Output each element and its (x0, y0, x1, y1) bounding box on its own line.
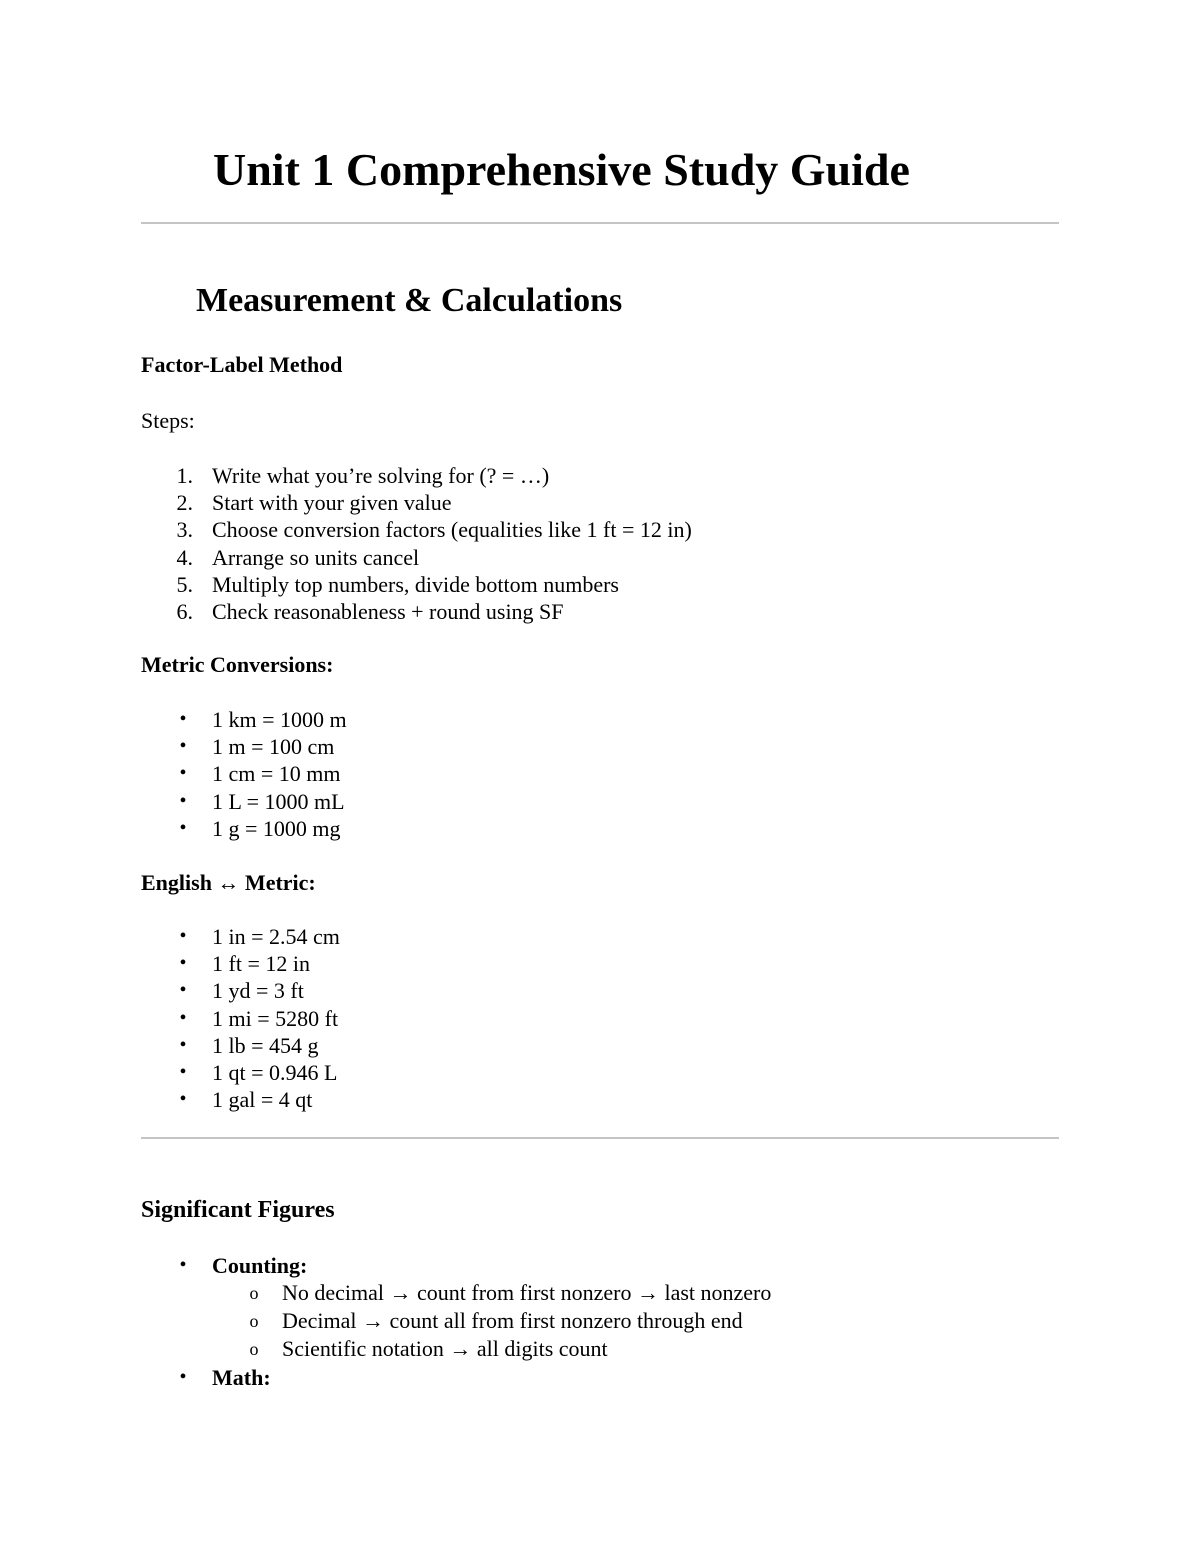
conversion-text: 1 mi = 5280 ft (212, 1005, 339, 1031)
rule-text: Scientific notation → all digits count (282, 1336, 608, 1361)
conversion-text: 1 g = 1000 mg (212, 815, 341, 841)
step-number: 3. (176, 517, 193, 543)
step-text: Check reasonableness + round using SF (212, 598, 564, 624)
document-title: Unit 1 Comprehensive Study Guide (213, 144, 910, 195)
step-number: 4. (176, 544, 193, 570)
conversion-text: 1 cm = 10 mm (212, 761, 341, 787)
factor-label-heading: Factor-Label Method (141, 352, 343, 377)
bullet-icon: • (179, 925, 187, 947)
circle-bullet-icon: o (249, 1339, 259, 1359)
conversion-text: 1 yd = 3 ft (212, 978, 304, 1004)
bullet-icon: • (179, 735, 187, 758)
step-text: Multiply top numbers, divide bottom numbers (212, 571, 619, 597)
step-number: 6. (176, 598, 193, 624)
step-number: 1. (176, 463, 193, 488)
section-heading: Measurement & Calculations (196, 282, 623, 319)
conversion-text: 1 km = 1000 m (212, 707, 347, 732)
significant-figures-heading: Significant Figures (141, 1197, 335, 1223)
step-text: Start with your given value (212, 490, 452, 516)
conversion-text: 1 in = 2.54 cm (212, 924, 340, 949)
horizontal-rule (141, 1137, 1059, 1139)
step-text: Arrange so units cancel (212, 544, 420, 570)
circle-bullet-icon: o (249, 1283, 259, 1303)
bullet-icon: • (179, 789, 187, 812)
bullet-icon: • (179, 979, 187, 1002)
circle-bullet-icon: o (249, 1311, 259, 1331)
conversion-text: 1 L = 1000 mL (212, 788, 345, 814)
bullet-icon: • (179, 762, 187, 785)
bullet-icon: • (179, 1033, 187, 1056)
metric-conversions-heading: Metric Conversions: (141, 652, 334, 677)
conversion-text: 1 ft = 12 in (212, 951, 310, 977)
horizontal-rule (141, 222, 1059, 224)
bullet-icon: • (179, 1366, 187, 1388)
bullet-icon: • (179, 816, 187, 839)
english-metric-heading: English ↔ Metric: (141, 870, 316, 895)
bullet-icon: • (179, 952, 187, 975)
steps-intro: Steps: (141, 408, 195, 433)
conversion-text: 1 qt = 0.946 L (212, 1059, 338, 1085)
step-text: Choose conversion factors (equalities like 1 ft = 12 in) (212, 517, 692, 543)
rule-text: No decimal → count from first nonzero → last nonzero (282, 1280, 772, 1305)
bullet-icon: • (179, 1006, 187, 1029)
bullet-icon: • (179, 1254, 187, 1276)
step-number: 2. (176, 490, 193, 516)
bullet-icon: • (179, 1088, 187, 1111)
conversion-text: 1 gal = 4 qt (212, 1087, 313, 1113)
math-label: Math: (212, 1365, 271, 1390)
rule-text: Decimal → count all from first nonzero through end (282, 1308, 743, 1333)
bullet-icon: • (179, 1060, 187, 1083)
step-number: 5. (176, 571, 193, 597)
step-text: Write what you’re solving for (? = …) (212, 463, 550, 488)
conversion-text: 1 m = 100 cm (212, 734, 335, 760)
conversion-text: 1 lb = 454 g (212, 1032, 319, 1058)
counting-label: Counting: (212, 1253, 308, 1278)
bullet-icon: • (179, 708, 187, 730)
